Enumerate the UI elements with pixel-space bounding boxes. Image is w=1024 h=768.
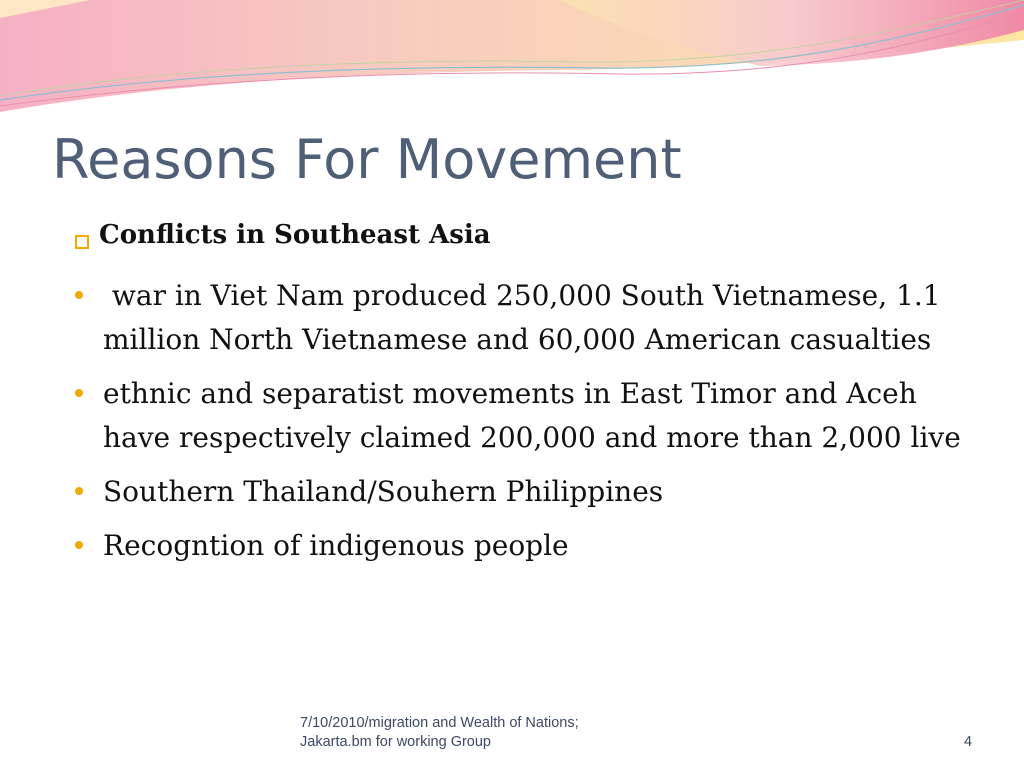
section-heading-row — [75, 222, 975, 274]
list-item-text: ethnic and separatist movements in East Timor and Aceh have respectively claimed 200,000 and more than 2,000 live — [103, 377, 961, 454]
slide-footer — [300, 714, 579, 752]
footer-line: Jakarta.bm for working Group — [300, 734, 491, 750]
slide-content — [75, 222, 975, 578]
dot-icon — [75, 291, 83, 299]
decorative-header-banner — [0, 0, 1024, 130]
checkbox-square-icon — [75, 235, 89, 249]
list-item — [75, 372, 975, 460]
list-item — [75, 470, 975, 514]
list-item-text: Recogntion of indigenous people — [103, 529, 569, 562]
list-item — [75, 274, 975, 362]
list-item-text: war in Viet Nam produced 250,000 South Vietnamese, 1.1 million North Vietnamese and 60,000 American casualties — [103, 279, 950, 356]
dot-icon — [75, 487, 83, 495]
footer-line: 7/10/2010/migration and Wealth of Nations; — [300, 715, 579, 731]
list-item — [75, 524, 975, 568]
dot-icon — [75, 541, 83, 549]
list-item-text: Southern Thailand/Souhern Philippines — [103, 475, 664, 508]
slide-title: Reasons For Movement — [52, 128, 682, 191]
dot-icon — [75, 389, 83, 397]
page-number: 4 — [964, 734, 973, 750]
section-heading: Conflicts in Southeast Asia — [99, 220, 491, 250]
